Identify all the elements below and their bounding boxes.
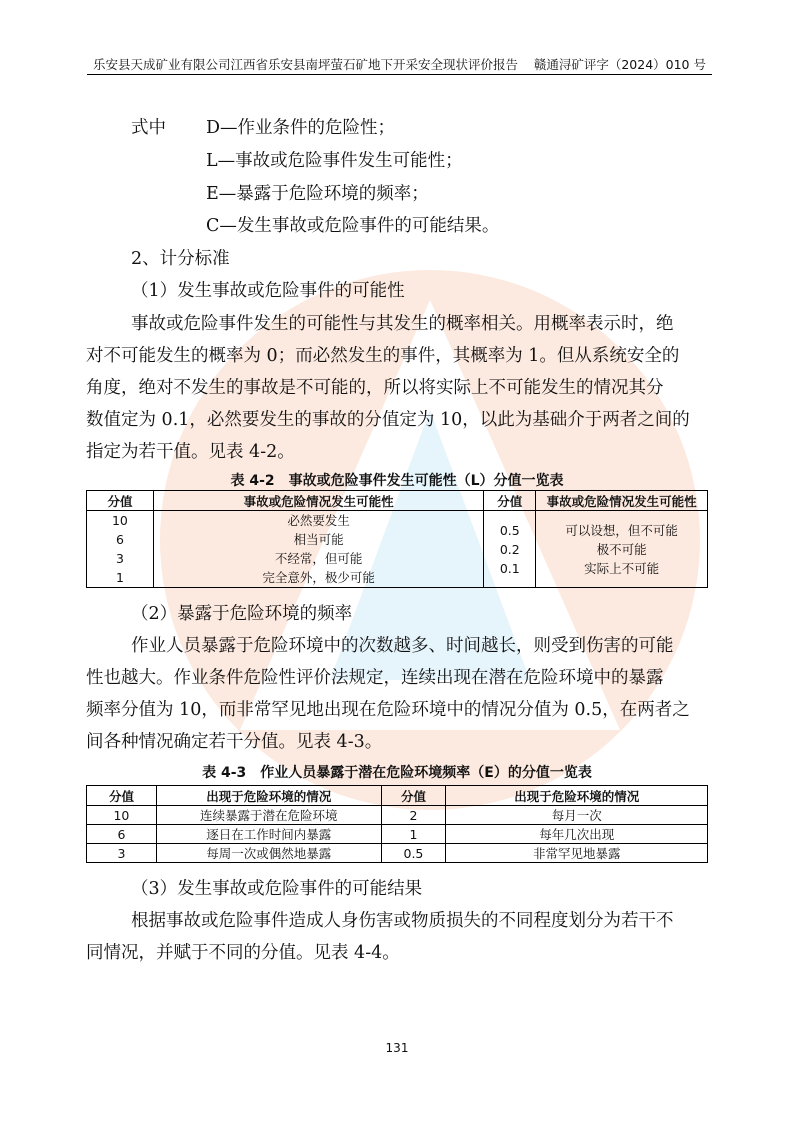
formula-def-l: L—事故或危险事件发生可能性； bbox=[206, 151, 463, 171]
table-cell-values: 0.5 0.2 0.1 bbox=[484, 511, 536, 588]
table-row: 3 每周一次或偶然地暴露 0.5 非常罕见地暴露 bbox=[87, 844, 708, 863]
table-header-cell: 出现于危险环境的情况 bbox=[156, 786, 381, 806]
table-header-cell: 分值 bbox=[87, 491, 154, 511]
table-4-2 bbox=[86, 490, 708, 588]
paragraph-line: 指定为若干值。见表 4-2。 bbox=[86, 442, 295, 462]
paragraph-line: 角度，绝对不发生的事故是不可能的，所以将实际上不可能发生的情况其分 bbox=[86, 378, 664, 398]
table-cell-values: 10 6 3 1 bbox=[87, 511, 154, 588]
paragraph-line: 同情况，并赋于不同的分值。见表 4-4。 bbox=[86, 943, 400, 963]
table-header-cell: 出现于危险环境的情况 bbox=[446, 786, 708, 806]
subsection-3-title: （3）发生事故或危险事件的可能结果 bbox=[131, 879, 423, 899]
table-cell-descriptions: 必然要发生 相当可能 不经常，但可能 完全意外，极少可能 bbox=[153, 511, 483, 588]
table-cell-descriptions: 可以设想，但不可能 极不可能 实际上不可能 bbox=[536, 511, 708, 588]
paragraph-line: 性也越大。作业条件危险性评价法规定，连续出现在潜在危险环境中的暴露 bbox=[86, 668, 664, 688]
subsection-1-title: （1）发生事故或危险事件的可能性 bbox=[131, 281, 405, 301]
header-document-number: 赣通浔矿评字（2024）010 号 bbox=[533, 57, 706, 72]
formula-def-d: D—作业条件的危险性； bbox=[206, 118, 396, 138]
table-row: 10 连续暴露于潜在危险环境 2 每月一次 bbox=[87, 806, 708, 825]
header-report-title: 乐安县天成矿业有限公司江西省乐安县南坪萤石矿地下开采安全现状评价报告 bbox=[93, 57, 519, 72]
formula-def-c: C—发生事故或危险事件的可能结果。 bbox=[206, 216, 500, 236]
formula-prefix: 式中 bbox=[131, 118, 166, 138]
paragraph-line: 频率分值为 10，而非常罕见地出现在危险环境中的情况分值为 0.5，在两者之 bbox=[86, 700, 690, 720]
subsection-2-title: （2）暴露于危险环境的频率 bbox=[131, 604, 353, 624]
paragraph-line: 间各种情况确定若干分值。见表 4-3。 bbox=[86, 732, 383, 752]
paragraph-line: 对不可能发生的概率为 0；而必然发生的事件，其概率为 1。但从系统安全的 bbox=[86, 346, 680, 366]
paragraph-line: 事故或危险事件发生的可能性与其发生的概率相关。用概率表示时，绝 bbox=[131, 314, 674, 334]
paragraph-line: 数值定为 0.1，必然要发生的事故的分值定为 10，以此为基础介于两者之间的 bbox=[86, 410, 690, 430]
table-row: 6 逐日在工作时间内暴露 1 每年几次出现 bbox=[87, 825, 708, 844]
paragraph-line: 作业人员暴露于危险环境中的次数越多、时间越长，则受到伤害的可能 bbox=[131, 636, 674, 656]
table-header-cell: 事故或危险情况发生可能性 bbox=[153, 491, 483, 511]
table-header-cell: 分值 bbox=[381, 786, 446, 806]
page-number: 131 bbox=[385, 1041, 409, 1055]
page-header bbox=[87, 50, 712, 75]
table-4-3 bbox=[86, 785, 708, 863]
formula-def-e: E—暴露于危险环境的频率； bbox=[206, 184, 429, 204]
table-4-3-caption: 表 4-3 作业人员暴露于潜在危险环境频率（E）的分值一览表 bbox=[202, 765, 592, 781]
table-header-cell: 分值 bbox=[484, 491, 536, 511]
table-header-cell: 分值 bbox=[87, 786, 157, 806]
table-4-2-caption: 表 4-2 事故或危险事件发生可能性（L）分值一览表 bbox=[230, 473, 564, 489]
paragraph-line: 根据事故或危险事件造成人身伤害或物质损失的不同程度划分为若干不 bbox=[131, 911, 674, 931]
table-header-cell: 事故或危险情况发生可能性 bbox=[536, 491, 708, 511]
section-heading: 2、计分标准 bbox=[131, 249, 230, 269]
